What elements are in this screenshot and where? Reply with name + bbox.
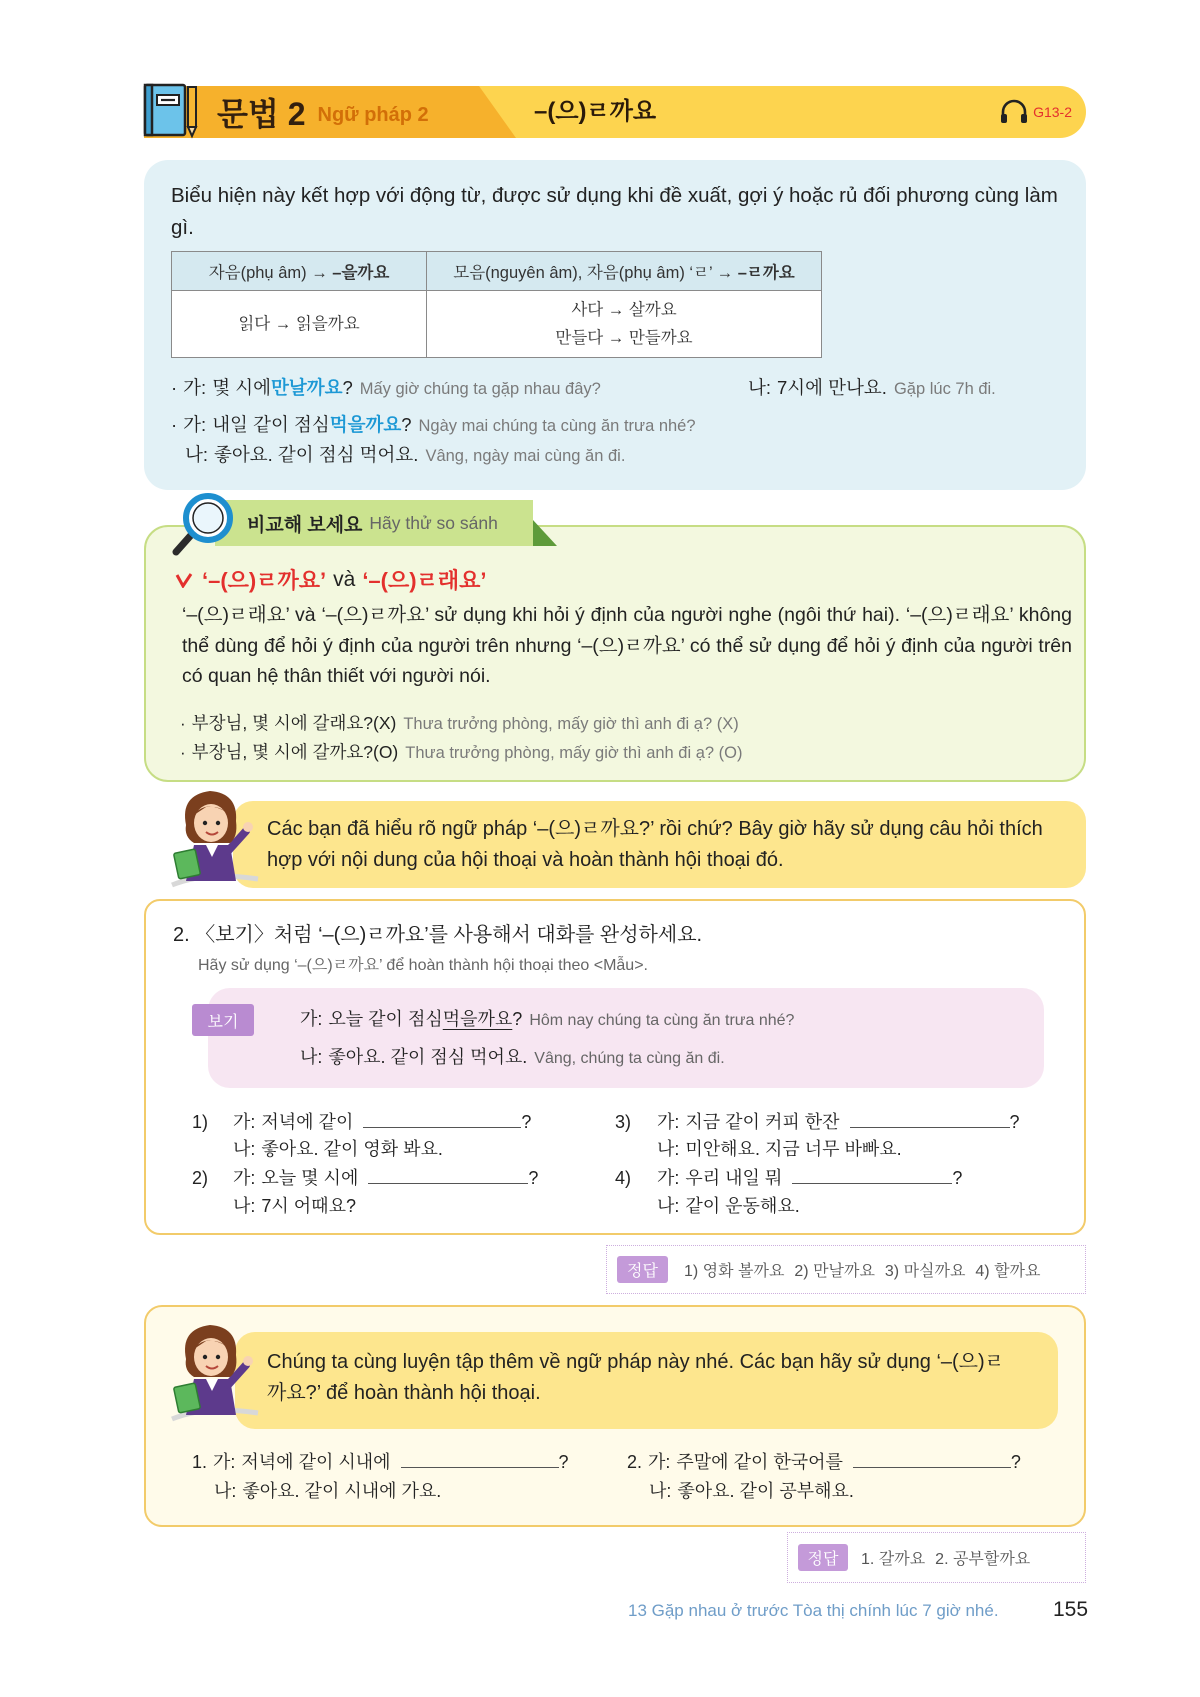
item-question-end: ?	[1009, 1112, 1020, 1132]
example-text: 오늘 같이 점심	[328, 1009, 443, 1029]
tab-title-ko: 비교해 보세요	[247, 514, 363, 536]
header-ending: –을까요	[332, 264, 390, 282]
compare-pattern-2: ‘–(으)ㄹ래요’	[362, 568, 487, 593]
exercise-item	[192, 1164, 538, 1190]
item-number: 1.	[192, 1452, 208, 1472]
grammar-header	[144, 86, 1086, 138]
item-question: 저녁에 같이	[261, 1112, 354, 1132]
example-text: ?	[512, 1009, 523, 1029]
practice-reply	[214, 1477, 441, 1503]
chapter-footer: 13 Gặp nhau ở trước Tòa thị chính lúc 7 giờ nhé.	[628, 1601, 999, 1620]
compare-box	[144, 525, 1086, 782]
tip-text: Chúng ta cùng luyện tập thêm về ngữ pháp này nhé. Các bạn hãy sử dụng ‘–(으)ㄹ까요?’ để hoàn thành hội thoại.	[267, 1351, 1004, 1404]
practice-reply	[649, 1477, 854, 1503]
audio-track-button[interactable]	[999, 86, 1072, 138]
example-box	[208, 988, 1044, 1088]
table-row	[172, 291, 822, 358]
item-question: 우리 내일 뭐	[685, 1168, 783, 1188]
item-question-end: ?	[528, 1168, 539, 1188]
tip-bubble	[235, 1332, 1058, 1429]
conjugation-example: 읽다 → 읽을까요	[238, 315, 360, 333]
item-number: 3)	[615, 1112, 632, 1132]
example-text: 몇 시에	[212, 377, 271, 398]
item-question-end: ?	[558, 1452, 569, 1472]
example-text: ?	[342, 377, 353, 398]
item-reply: 좋아요. 같이 시내에 가요.	[242, 1481, 442, 1501]
speaker-label: 가:	[213, 1452, 236, 1472]
highlighted-verb: 먹을까요	[329, 414, 402, 435]
example-translation: Vâng, ngày mai cùng ăn đi.	[425, 447, 626, 465]
exercise-reply	[657, 1192, 800, 1218]
example-translation: Gặp lúc 7h đi.	[893, 380, 996, 398]
practice-item	[192, 1448, 569, 1474]
speaker-label: 가:	[657, 1112, 680, 1132]
example-text: 좋아요. 같이 점심 먹어요.	[328, 1047, 528, 1067]
exercise-title: 2. 〈보기〉처럼 ‘–(으)ㄹ까요’를 사용해서 대화를 완성하세요.	[173, 924, 703, 946]
answer-key-label: 정답	[617, 1256, 668, 1283]
answer-blank	[850, 1111, 1010, 1128]
bullet: ·	[171, 377, 178, 398]
example-line	[185, 441, 625, 467]
tab-title	[247, 500, 498, 546]
example-text: 좋아요. 같이 점심 먹어요.	[214, 444, 419, 465]
teacher-character-icon	[166, 785, 262, 893]
example-text: 7시에 만나요.	[777, 377, 887, 398]
item-question: 저녁에 같이 시내에	[241, 1452, 391, 1472]
speaker-label: 가:	[233, 1168, 256, 1188]
page-number: 155	[1053, 1598, 1089, 1621]
practice-box	[144, 1305, 1086, 1527]
audio-code[interactable]: G13-2	[1033, 104, 1072, 120]
book-icon	[142, 81, 202, 141]
example-line	[748, 374, 996, 400]
answer-key-box	[787, 1532, 1086, 1583]
exercise-item	[615, 1108, 1020, 1134]
answer-key-label: 정답	[798, 1544, 848, 1571]
item-question-end: ?	[1010, 1452, 1021, 1472]
example-line	[300, 1043, 725, 1069]
speaker-label: 나:	[657, 1196, 680, 1216]
speaker-label: 가:	[233, 1112, 256, 1132]
answer-blank	[853, 1451, 1011, 1468]
headphones-icon[interactable]	[999, 99, 1029, 125]
grammar-description: Biểu hiện này kết hợp với động từ, được sử dụng khi đề xuất, gợi ý hoặc rủ đối phương cùng làm gì.	[171, 184, 1058, 239]
compare-heading	[175, 564, 486, 595]
magnifier-icon	[170, 492, 236, 558]
table-header-vowel	[427, 252, 822, 291]
item-reply: 같이 운동해요.	[685, 1196, 800, 1216]
item-question: 오늘 몇 시에	[261, 1168, 359, 1188]
answer-blank	[363, 1111, 521, 1128]
header-text: 자음(phụ âm) →	[208, 264, 333, 282]
grammar-pattern: –(으)ㄹ까요	[534, 98, 657, 125]
answer-value: 2. 공부할까요	[935, 1551, 1031, 1568]
bullet: ·	[180, 714, 186, 733]
example-text: ?	[401, 414, 412, 435]
header-ending: –ㄹ까요	[737, 264, 795, 282]
item-reply: 좋아요. 같이 영화 봐요.	[261, 1139, 443, 1159]
speaker-label: 나:	[649, 1481, 672, 1501]
exercise-item	[615, 1164, 962, 1190]
speaker-label: 가:	[183, 414, 207, 435]
speaker-label: 나:	[233, 1139, 256, 1159]
speaker-label: 가:	[300, 1009, 323, 1029]
answer-blank	[368, 1167, 528, 1184]
speaker-label: 나:	[748, 377, 772, 398]
conjugation-table	[171, 251, 822, 358]
example-label: 보기	[192, 1004, 254, 1036]
table-header-consonant	[172, 252, 427, 291]
answer-blank	[401, 1451, 559, 1468]
practice-item	[627, 1448, 1021, 1474]
example-text: 부장님, 몇 시에 갈까요?(O)	[191, 742, 399, 762]
item-question: 지금 같이 커피 한잔	[685, 1112, 840, 1132]
item-number: 2.	[627, 1452, 643, 1472]
explanation-box	[144, 160, 1086, 490]
item-reply: 미안해요. 지금 너무 바빠요.	[685, 1139, 902, 1159]
answer-value: 1) 영화 볼까요	[684, 1263, 785, 1280]
table-cell-vowel	[427, 291, 822, 358]
speaker-label: 가:	[183, 377, 207, 398]
item-reply: 7시 어때요?	[261, 1196, 356, 1216]
item-question: 주말에 같이 한국어를	[676, 1452, 843, 1472]
example-answer: 먹을까요	[442, 1009, 513, 1029]
header-text: 모음(nguyên âm), 자음(phụ âm) ‘ㄹ’ →	[453, 264, 738, 282]
section-title-vi: Ngữ pháp 2	[317, 103, 429, 126]
tab-title-vi: Hãy thử so sánh	[369, 512, 498, 533]
exercise-reply	[233, 1135, 443, 1161]
conjugation-example: 만들다 → 만들까요	[555, 329, 693, 347]
compare-pattern-1: ‘–(으)ㄹ까요’	[202, 568, 327, 593]
example-line	[171, 411, 696, 437]
compare-example	[180, 710, 739, 735]
answer-value: 4) 할까요	[975, 1263, 1041, 1280]
section-title-ko: 문법 2	[217, 96, 306, 132]
item-number: 4)	[615, 1168, 632, 1188]
example-line	[300, 1005, 794, 1031]
table-cell-consonant	[172, 291, 427, 358]
highlighted-verb: 만날까요	[270, 377, 343, 398]
speaker-label: 나:	[214, 1481, 237, 1501]
item-reply: 좋아요. 같이 공부해요.	[677, 1481, 854, 1501]
item-question-end: ?	[521, 1112, 532, 1132]
example-translation: Thưa trưởng phòng, mấy giờ thì anh đi ạ? (O)	[405, 744, 743, 762]
speaker-label: 나:	[233, 1196, 256, 1216]
example-line	[171, 374, 601, 400]
bullet: ·	[171, 414, 178, 435]
item-number: 1)	[192, 1112, 209, 1132]
compare-tab	[215, 500, 560, 546]
item-number: 2)	[192, 1168, 209, 1188]
speaker-label: 가:	[657, 1168, 680, 1188]
example-text: 부장님, 몇 시에 갈래요?(X)	[191, 713, 397, 733]
speaker-label: 나:	[300, 1047, 323, 1067]
example-translation: Ngày mai chúng ta cùng ăn trưa nhé?	[418, 417, 696, 435]
exercise-box	[144, 899, 1086, 1235]
answer-key-box	[606, 1245, 1086, 1294]
section-title	[217, 86, 429, 138]
table-header-row	[172, 252, 822, 291]
tip-bubble	[233, 801, 1086, 888]
exercise-reply	[657, 1135, 902, 1161]
speaker-label: 나:	[657, 1139, 680, 1159]
example-translation: Mấy giờ chúng ta gặp nhau đây?	[359, 380, 601, 398]
answer-blank	[792, 1167, 952, 1184]
conjugation-example: 사다 → 살까요	[571, 301, 677, 319]
compare-joiner: và	[333, 567, 356, 591]
exercise-subtitle: Hãy sử dụng ‘–(으)ㄹ까요’ để hoàn thành hội thoại theo <Mẫu>.	[198, 957, 648, 974]
teacher-character-icon	[166, 1319, 262, 1427]
compare-paragraph: ‘–(으)ㄹ래요’ và ‘–(으)ㄹ까요’ sử dụng khi hỏi ý định của người nghe (ngôi thứ hai). ‘–(으)ㄹ래요’ không thể dùng để hỏi ý định của người trên nhưng ‘–(으)ㄹ까요’ có thể sử dụng để hỏi ý định của người trên có quan hệ thân thiết với người nói.	[182, 604, 1072, 687]
item-question-end: ?	[952, 1168, 963, 1188]
example-translation: Thưa trưởng phòng, mấy giờ thì anh đi ạ? (X)	[403, 715, 739, 733]
example-translation: Hôm nay chúng ta cùng ăn trưa nhé?	[529, 1012, 795, 1029]
answer-value: 2) 만날까요	[794, 1263, 875, 1280]
exercise-reply	[233, 1192, 356, 1218]
check-icon	[175, 572, 193, 588]
compare-example	[180, 739, 743, 764]
exercise-item	[192, 1108, 531, 1134]
example-translation: Vâng, chúng ta cùng ăn đi.	[534, 1050, 725, 1067]
example-text: 내일 같이 점심	[212, 414, 330, 435]
speaker-label: 나:	[185, 444, 209, 465]
answer-value: 1. 갈까요	[861, 1551, 926, 1568]
tip-text: Các bạn đã hiểu rõ ngữ pháp ‘–(으)ㄹ까요?’ rồi chứ? Bây giờ hãy sử dụng câu hỏi thích hợp với nội dung của hội thoại và hoàn thành hội thoại đó.	[267, 818, 1043, 871]
speaker-label: 가:	[648, 1452, 671, 1472]
answer-value: 3) 마실까요	[884, 1263, 966, 1280]
bullet: ·	[180, 743, 186, 762]
